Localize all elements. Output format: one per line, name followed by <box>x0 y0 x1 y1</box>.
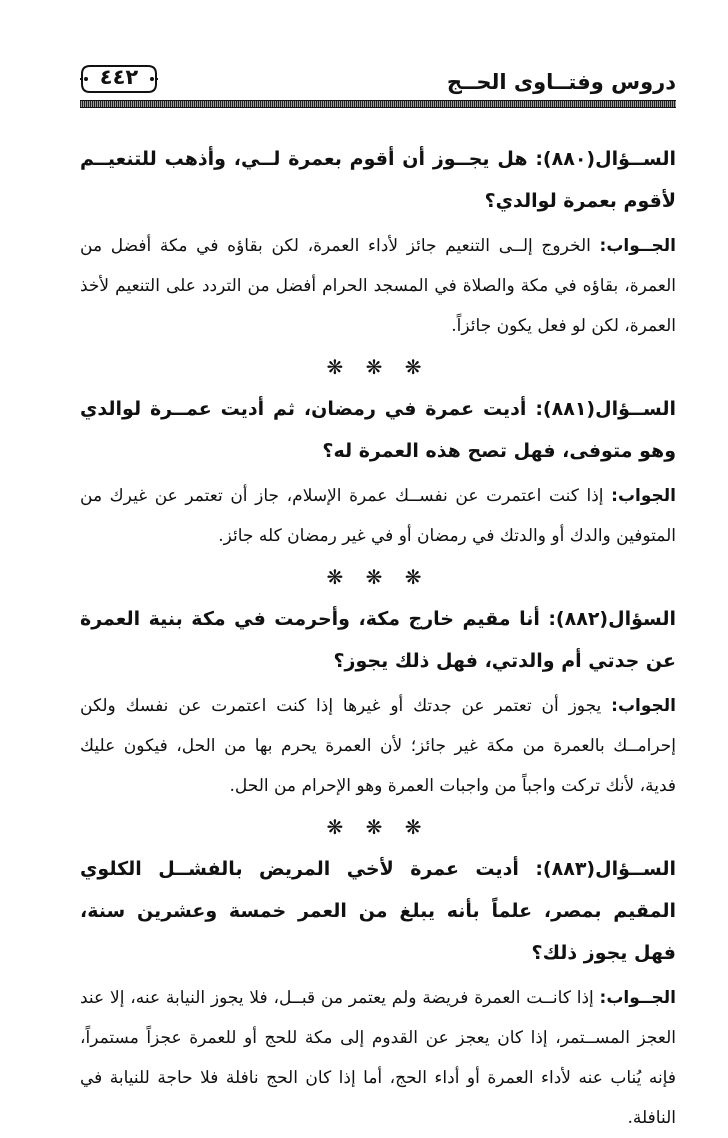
section-separator: ❋ ❋ ❋ <box>326 815 430 839</box>
answer-text: يجوز أن تعتمر عن جدتك أو غيرها إذا كنت اعتمرت عن نفسك ولكن إحرامــك بالعمرة من مكة غير جائز؛ لأن العمرة يحرم بها من الحل، فيكون عليك فدية، لأنك تركت واجباً من واجبات العمرة وهو الإحرام من الحل. <box>80 696 676 796</box>
answer-883 <box>80 978 676 1138</box>
question-883: الســؤال(٨٨٣): أديت عمرة لأخي المريض بالفشــل الكلوي المقيم بمصر، علماً بأنه يبلغ من العمر خمسة وعشرين سنة، فهل يجوز ذلك؟ <box>80 858 676 964</box>
answer-text: إذا كانــت العمرة فريضة ولم يعتمر من قبــل، فلا يجوز النيابة عنه، إلا عند العجز المســتمر، إذا كان يعجز عن القدوم إلى مكة للحج أو للعمرة عجزاً مستمراً، فإنه يُناب عنه لأداء العمرة أو أداء الحج، أما إذا كان الحج نافلة فلا حاجة للنيابة في النافلة. <box>80 988 676 1128</box>
page-number: ٤٤٢ <box>99 65 139 89</box>
answer-text: الخروج إلــى التنعيم جائز لأداء العمرة، لكن بقاؤه في مكة أفضل من العمرة، بقاؤه في مكة والصلاة في المسجد الحرام أفضل من التردد على التنعيم لأخذ العمرة، لكن لو فعل يكون جائزاً. <box>80 236 676 336</box>
page-header <box>80 58 676 106</box>
running-title: دروس وفتــاوى الحــج <box>446 70 676 94</box>
section-separator: ❋ ❋ ❋ <box>326 565 430 589</box>
answer-label: الجواب: <box>611 486 676 506</box>
fatwa-content <box>80 138 676 1138</box>
question-882: السؤال(٨٨٢): أنا مقيم خارج مكة، وأحرمت في مكة بنية العمرة عن جدتي أم والدتي، فهل ذلك يجوز؟ <box>80 608 676 672</box>
answer-label: الجــواب: <box>599 236 676 256</box>
header-divider <box>80 100 676 108</box>
section-separator: ❋ ❋ ❋ <box>326 355 430 379</box>
answer-882 <box>80 686 676 806</box>
question-880: الســؤال(٨٨٠): هل يجــوز أن أقوم بعمرة لــي، وأذهب للتنعيــم لأقوم بعمرة لوالدي؟ <box>80 148 676 212</box>
answer-label: الجواب: <box>611 696 676 716</box>
answer-text: إذا كنت اعتمرت عن نفســك عمرة الإسلام، جاز أن تعتمر عن غيرك من المتوفين والدك أو والدتك في رمضان أو في غير رمضان كله جائز. <box>80 486 676 546</box>
question-881: الســؤال(٨٨١): أديت عمرة في رمضان، ثم أديت عمــرة لوالدي وهو متوفى، فهل تصح هذه العمرة له؟ <box>80 398 676 462</box>
answer-label: الجــواب: <box>599 988 676 1008</box>
page-number-badge <box>80 62 158 96</box>
answer-881 <box>80 476 676 556</box>
answer-880 <box>80 226 676 346</box>
